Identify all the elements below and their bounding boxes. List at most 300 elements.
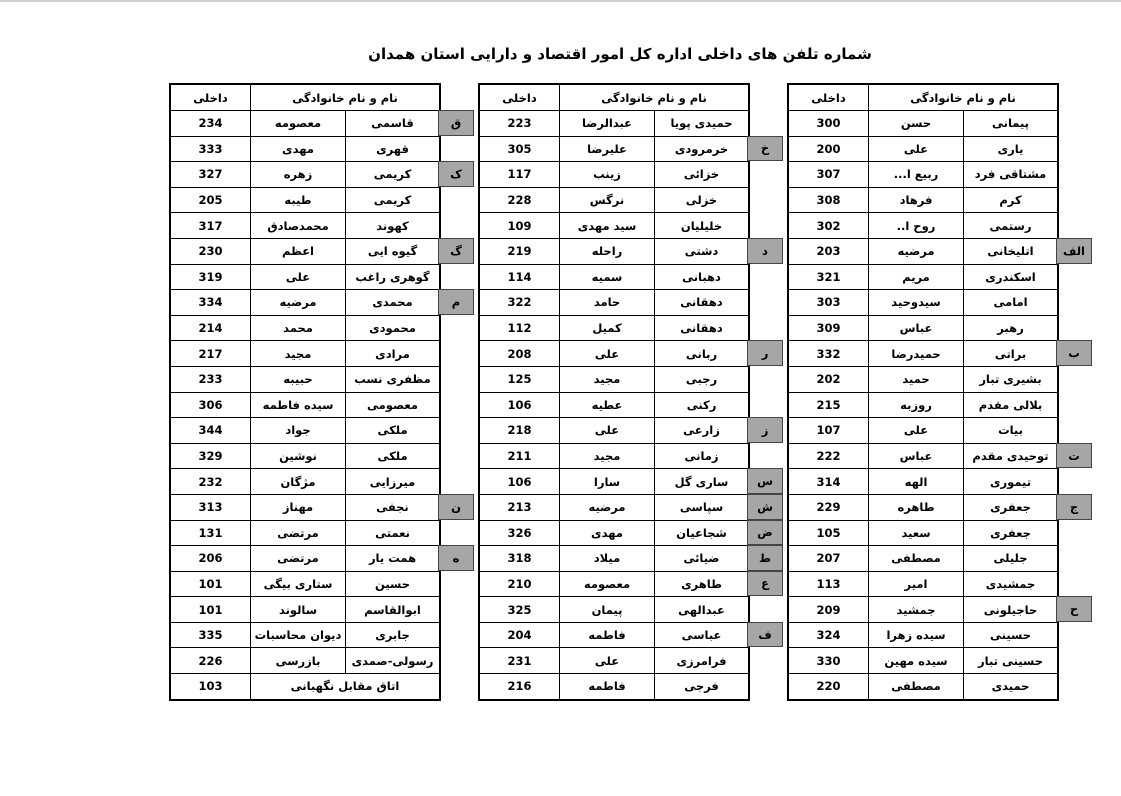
extension-cell: 219 [507, 244, 532, 259]
letter-index-spacer [438, 647, 474, 673]
table-row [789, 494, 1057, 520]
extension-cell: 317 [198, 218, 223, 233]
last-name-cell: ضیائی [654, 546, 748, 571]
letter-index-spacer [1056, 545, 1092, 571]
extension-cell: 220 [816, 679, 841, 694]
first-name-cell: اعظم [250, 239, 345, 264]
last-name-cell: جعفری [963, 521, 1057, 546]
first-name-cell: مجید [559, 444, 654, 469]
letter-index-tab: ط [747, 545, 783, 571]
extension-cell: 334 [198, 295, 223, 310]
letter-index-tab: ب [1056, 340, 1092, 366]
first-name-cell: حمید [868, 367, 963, 392]
last-name-cell: جعفری [963, 495, 1057, 520]
table-row [171, 417, 439, 443]
table-row [171, 545, 439, 571]
letter-index-spacer [1056, 212, 1092, 238]
first-name-cell: علی [559, 418, 654, 443]
first-name-cell: مرضیه [868, 239, 963, 264]
last-name-cell: گوهری راغب [345, 265, 439, 290]
extension-cell: 106 [507, 474, 532, 489]
table-row [789, 340, 1057, 366]
letter-index-tab: الف [1056, 238, 1092, 264]
letter-index-tab: ز [747, 417, 783, 443]
last-name-cell: کهوند [345, 213, 439, 238]
table-row [171, 443, 439, 469]
first-name-cell: بازرسی [250, 648, 345, 673]
extension-cell: 307 [816, 167, 841, 182]
table-row [480, 315, 748, 341]
extension-cell: 228 [507, 193, 532, 208]
letter-index-spacer [438, 212, 474, 238]
letter-index-tab: ج [1056, 494, 1092, 520]
first-name-cell: ستاری بیگی [250, 572, 345, 597]
first-name-cell: حبیبه [250, 367, 345, 392]
table-row [171, 596, 439, 622]
phone-table-left [169, 83, 441, 701]
last-name-cell: محمودی [345, 316, 439, 341]
first-name-cell: مجید [250, 341, 345, 366]
last-name-cell: ابوالقاسم [345, 597, 439, 622]
table-row [480, 110, 748, 136]
letter-index-spacer [747, 187, 783, 213]
table-row [789, 596, 1057, 622]
extension-cell: 302 [816, 218, 841, 233]
first-name-cell: مهدی [559, 521, 654, 546]
extension-cell: 321 [816, 269, 841, 284]
letter-index-tab: ع [747, 571, 783, 597]
letter-index-spacer [438, 622, 474, 648]
table-row [171, 647, 439, 673]
last-name-cell: بیات [963, 418, 1057, 443]
extension-cell: 218 [507, 423, 532, 438]
extension-cell: 209 [816, 602, 841, 617]
table-row [789, 468, 1057, 494]
letter-index-tab: ک [438, 161, 474, 187]
letter-index-spacer [438, 187, 474, 213]
first-name-cell: مجید [559, 367, 654, 392]
table-row [789, 161, 1057, 187]
first-name-cell: مرتضی [250, 546, 345, 571]
extension-cell: 203 [816, 244, 841, 259]
last-name-cell: رجبی [654, 367, 748, 392]
first-name-cell: کمیل [559, 316, 654, 341]
last-name-cell: تیموری [963, 469, 1057, 494]
table-row [480, 187, 748, 213]
last-name-cell: حاجیلونی [963, 597, 1057, 622]
last-name-cell: رکنی [654, 393, 748, 418]
first-name-cell: علیرضا [559, 137, 654, 162]
last-name-cell: بلالی مقدم [963, 393, 1057, 418]
table-row [480, 161, 748, 187]
letter-index-spacer [1056, 673, 1092, 699]
extension-cell: 114 [507, 269, 532, 284]
letter-index-tab: ض [747, 520, 783, 546]
last-name-cell: کریمی [345, 188, 439, 213]
table-row [480, 622, 748, 648]
extension-cell: 217 [198, 346, 223, 361]
extension-cell: 333 [198, 141, 223, 156]
extension-cell: 327 [198, 167, 223, 182]
first-name-cell: مژگان [250, 469, 345, 494]
letter-index-spacer [1056, 110, 1092, 136]
table-row [171, 315, 439, 341]
extension-cell: 208 [507, 346, 532, 361]
extension-cell: 319 [198, 269, 223, 284]
extension-cell: 207 [816, 551, 841, 566]
last-name-cell: پیمانی [963, 111, 1057, 136]
table-row [171, 366, 439, 392]
extension-cell: 112 [507, 321, 532, 336]
last-name-cell: میرزایی [345, 469, 439, 494]
first-name-cell: علی [868, 137, 963, 162]
table-row [789, 212, 1057, 238]
last-name-cell: سپاسی [654, 495, 748, 520]
last-name-cell: اسکندری [963, 265, 1057, 290]
extension-cell: 223 [507, 116, 532, 131]
first-name-cell: سیده مهین [868, 648, 963, 673]
table-row [480, 468, 748, 494]
last-name-cell: قهری [345, 137, 439, 162]
extension-cell: 117 [507, 167, 532, 182]
merged-name-cell: اتاق مقابل نگهبانی [250, 674, 439, 699]
table-row [789, 571, 1057, 597]
first-name-cell: مریم [868, 265, 963, 290]
table-header [480, 85, 748, 110]
letter-index-spacer [438, 340, 474, 366]
first-name-cell: سیده زهرا [868, 623, 963, 648]
extension-cell: 213 [507, 500, 532, 515]
last-name-cell: زمانی [654, 444, 748, 469]
letter-index-spacer [1056, 187, 1092, 213]
first-name-cell: سیده فاطمه [250, 393, 345, 418]
extension-cell: 125 [507, 372, 532, 387]
table-row [480, 443, 748, 469]
first-name-cell: نوشین [250, 444, 345, 469]
table-row [171, 289, 439, 315]
first-name-cell: معصومه [250, 111, 345, 136]
first-name-cell: ربیع ا... [868, 162, 963, 187]
first-name-cell: علی [250, 265, 345, 290]
last-name-cell: حسینی [963, 623, 1057, 648]
letter-index-spacer [1056, 417, 1092, 443]
extension-cell: 232 [198, 474, 223, 489]
last-name-cell: یاری [963, 137, 1057, 162]
extension-cell: 303 [816, 295, 841, 310]
last-name-cell: شجاعیان [654, 521, 748, 546]
first-name-cell: سعید [868, 521, 963, 546]
last-name-cell: جلیلی [963, 546, 1057, 571]
letter-index-tab: د [747, 238, 783, 264]
table-row [171, 468, 439, 494]
first-name-cell: سالوند [250, 597, 345, 622]
last-name-cell: ملکی [345, 418, 439, 443]
header-ext: داخلی [811, 90, 846, 105]
last-name-cell: مظفری نسب [345, 367, 439, 392]
first-name-cell: عباس [868, 316, 963, 341]
first-name-cell: عطیه [559, 393, 654, 418]
table-header [171, 85, 439, 110]
last-name-cell: عباسی [654, 623, 748, 648]
first-name-cell: نرگس [559, 188, 654, 213]
phone-table-right [787, 83, 1059, 701]
extension-cell: 308 [816, 193, 841, 208]
last-name-cell: همت یار [345, 546, 439, 571]
letter-index-spacer [438, 366, 474, 392]
letter-index-tab: ت [1056, 443, 1092, 469]
last-name-cell: دشتی [654, 239, 748, 264]
letter-index-spacer [1056, 520, 1092, 546]
last-name-cell: رسولی-صمدی [345, 648, 439, 673]
letter-index-spacer [747, 264, 783, 290]
extension-cell: 322 [507, 295, 532, 310]
extension-cell: 107 [816, 423, 841, 438]
table-row [171, 136, 439, 162]
letter-index-spacer [1056, 161, 1092, 187]
letter-index-spacer [747, 443, 783, 469]
table-row [171, 571, 439, 597]
extension-cell: 131 [198, 525, 223, 540]
table-row [171, 673, 439, 699]
table-row [480, 238, 748, 264]
table-header [789, 85, 1057, 110]
extension-cell: 222 [816, 449, 841, 464]
extension-cell: 101 [198, 576, 223, 591]
first-name-cell: زهره [250, 162, 345, 187]
first-name-cell: فاطمه [559, 623, 654, 648]
first-name-cell: پیمان [559, 597, 654, 622]
extension-cell: 200 [816, 141, 841, 156]
letter-index-left [438, 110, 474, 673]
last-name-cell: فرامرزی [654, 648, 748, 673]
first-name-cell: جمشید [868, 597, 963, 622]
header-ext: داخلی [193, 90, 228, 105]
letter-index-spacer [1056, 392, 1092, 418]
first-name-cell: سید مهدی [559, 213, 654, 238]
letter-index-spacer [1056, 315, 1092, 341]
first-name-cell: امیر [868, 572, 963, 597]
last-name-cell: جمشیدی [963, 572, 1057, 597]
extension-cell: 318 [507, 551, 532, 566]
first-name-cell: محمد [250, 316, 345, 341]
first-name-cell: مرتضی [250, 521, 345, 546]
last-name-cell: اتلیخانی [963, 239, 1057, 264]
table-row [480, 264, 748, 290]
letter-index-tab: خ [747, 136, 783, 162]
letter-index-right [1056, 110, 1092, 699]
first-name-cell: مرضیه [250, 290, 345, 315]
table-row [480, 494, 748, 520]
extension-cell: 325 [507, 602, 532, 617]
table-row [789, 545, 1057, 571]
letter-index-spacer [1056, 571, 1092, 597]
last-name-cell: رستمی [963, 213, 1057, 238]
letter-index-spacer [438, 520, 474, 546]
last-name-cell: دهقانی [654, 290, 748, 315]
last-name-cell: حسینی تبار [963, 648, 1057, 673]
extension-cell: 204 [507, 628, 532, 643]
letter-index-spacer [1056, 366, 1092, 392]
table-row [789, 289, 1057, 315]
page-title: شماره تلفن های داخلی اداره کل امور اقتصاد و دارایی استان همدان [368, 45, 872, 63]
table-row [789, 238, 1057, 264]
table-row [171, 187, 439, 213]
letter-index-tab: ف [747, 622, 783, 648]
extension-cell: 329 [198, 449, 223, 464]
extension-cell: 306 [198, 397, 223, 412]
letter-index-middle [747, 110, 783, 673]
first-name-cell: عباس [868, 444, 963, 469]
last-name-cell: گیوه ایی [345, 239, 439, 264]
table-row [171, 161, 439, 187]
first-name-cell: دیوان محاسبات [250, 623, 345, 648]
first-name-cell: روح ا.. [868, 213, 963, 238]
table-row [480, 417, 748, 443]
last-name-cell: دهبانی [654, 265, 748, 290]
extension-cell: 344 [198, 423, 223, 438]
letter-index-spacer [438, 571, 474, 597]
last-name-cell: طاهری [654, 572, 748, 597]
table-row [789, 392, 1057, 418]
first-name-cell: راحله [559, 239, 654, 264]
last-name-cell: خرمرودی [654, 137, 748, 162]
letter-index-tab: ق [438, 110, 474, 136]
last-name-cell: رهبر [963, 316, 1057, 341]
last-name-cell: ملکی [345, 444, 439, 469]
table-row [480, 596, 748, 622]
first-name-cell: حمیدرضا [868, 341, 963, 366]
letter-index-tab: ش [747, 494, 783, 520]
letter-index-spacer [747, 596, 783, 622]
table-row [480, 673, 748, 699]
first-name-cell: سارا [559, 469, 654, 494]
phone-table-middle [478, 83, 750, 701]
last-name-cell: جابری [345, 623, 439, 648]
table-row [171, 264, 439, 290]
extension-cell: 205 [198, 193, 223, 208]
extension-cell: 210 [507, 576, 532, 591]
first-name-cell: الهه [868, 469, 963, 494]
last-name-cell: مشتاقی فرد [963, 162, 1057, 187]
first-name-cell: طیبه [250, 188, 345, 213]
letter-index-spacer [747, 110, 783, 136]
last-name-cell: ساری گل [654, 469, 748, 494]
letter-index-spacer [1056, 264, 1092, 290]
first-name-cell: جواد [250, 418, 345, 443]
letter-index-spacer [747, 315, 783, 341]
letter-index-spacer [747, 647, 783, 673]
last-name-cell: حسین [345, 572, 439, 597]
first-name-cell: طاهره [868, 495, 963, 520]
extension-cell: 326 [507, 525, 532, 540]
last-name-cell: حمیدی [963, 674, 1057, 699]
letter-index-tab: م [438, 289, 474, 315]
letter-index-spacer [1056, 468, 1092, 494]
header-name: نام و نام خانوادگی [868, 85, 1057, 110]
extension-cell: 105 [816, 525, 841, 540]
extension-cell: 216 [507, 679, 532, 694]
extension-cell: 202 [816, 372, 841, 387]
letter-index-spacer [438, 392, 474, 418]
last-name-cell: براتی [963, 341, 1057, 366]
letter-index-spacer [1056, 289, 1092, 315]
last-name-cell: فرجی [654, 674, 748, 699]
extension-cell: 215 [816, 397, 841, 412]
letter-index-spacer [1056, 647, 1092, 673]
last-name-cell: دهقانی [654, 316, 748, 341]
first-name-cell: علی [559, 648, 654, 673]
first-name-cell: محمدصادق [250, 213, 345, 238]
extension-cell: 335 [198, 628, 223, 643]
last-name-cell: ربانی [654, 341, 748, 366]
extension-cell: 113 [816, 576, 841, 591]
extension-cell: 231 [507, 653, 532, 668]
table-row [789, 417, 1057, 443]
last-name-cell: زارعی [654, 418, 748, 443]
table-row [789, 315, 1057, 341]
extension-cell: 314 [816, 474, 841, 489]
last-name-cell: نجفی [345, 495, 439, 520]
last-name-cell: خزائی [654, 162, 748, 187]
table-row [480, 212, 748, 238]
table-row [789, 187, 1057, 213]
extension-cell: 305 [507, 141, 532, 156]
first-name-cell: زینب [559, 162, 654, 187]
extension-cell: 234 [198, 116, 223, 131]
table-row [480, 366, 748, 392]
letter-index-tab: س [747, 468, 783, 494]
last-name-cell: مرادی [345, 341, 439, 366]
table-row [480, 136, 748, 162]
letter-index-spacer [747, 289, 783, 315]
first-name-cell: سمیه [559, 265, 654, 290]
extension-cell: 300 [816, 116, 841, 131]
letter-index-spacer [438, 136, 474, 162]
table-row [789, 264, 1057, 290]
letter-index-spacer [438, 443, 474, 469]
table-row [480, 392, 748, 418]
last-name-cell: قاسمی [345, 111, 439, 136]
first-name-cell: مهدی [250, 137, 345, 162]
table-row [789, 673, 1057, 699]
first-name-cell: علی [559, 341, 654, 366]
letter-index-spacer [438, 468, 474, 494]
first-name-cell: مهناز [250, 495, 345, 520]
last-name-cell: امامی [963, 290, 1057, 315]
extension-cell: 226 [198, 653, 223, 668]
letter-index-tab: ح [1056, 596, 1092, 622]
table-row [480, 520, 748, 546]
last-name-cell: عبدالهی [654, 597, 748, 622]
header-ext: داخلی [502, 90, 537, 105]
extension-cell: 214 [198, 321, 223, 336]
table-row [789, 647, 1057, 673]
table-row [171, 392, 439, 418]
table-row [789, 136, 1057, 162]
last-name-cell: حمیدی پویا [654, 111, 748, 136]
table-row [480, 545, 748, 571]
extension-cell: 211 [507, 449, 532, 464]
first-name-cell: معصومه [559, 572, 654, 597]
letter-index-tab: گ [438, 238, 474, 264]
first-name-cell: حامد [559, 290, 654, 315]
table-row [171, 340, 439, 366]
extension-cell: 330 [816, 653, 841, 668]
first-name-cell: فرهاد [868, 188, 963, 213]
letter-index-spacer [747, 366, 783, 392]
last-name-cell: کریمی [345, 162, 439, 187]
header-name: نام و نام خانوادگی [250, 85, 439, 110]
